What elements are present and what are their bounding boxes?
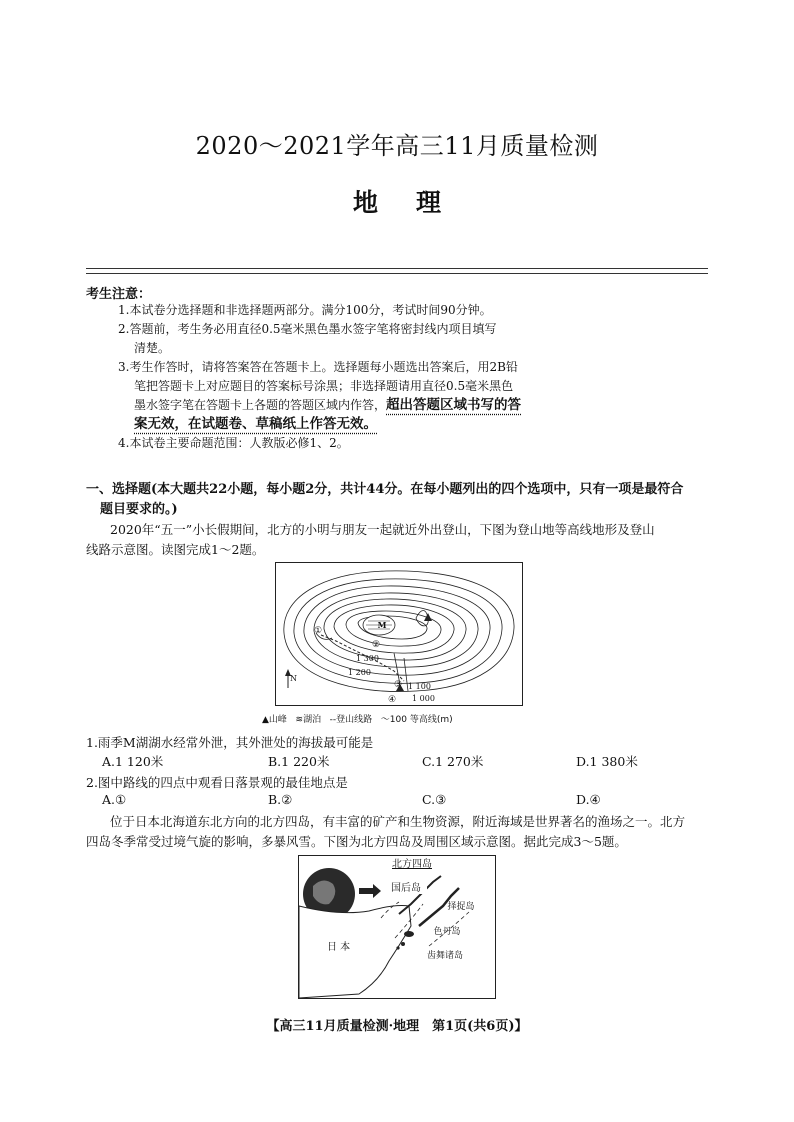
- notice-item: 笔把答题卡上对应题目的答案标号涂黑；非选择题请用直径0.5毫米黑色: [134, 379, 514, 393]
- legend-item: 湖泊: [303, 715, 322, 725]
- question-1-option: B.1 220米: [268, 754, 330, 769]
- notice-item: 3.考生作答时，请将答案答在答题卡上。选择题每小题选出答案后，用2B铅: [118, 360, 518, 374]
- route-icon: --: [329, 715, 337, 725]
- islands-map-svg: [299, 856, 495, 998]
- legend-item: ▲山峰: [262, 715, 287, 725]
- legend-item: 100 等高线(m): [389, 715, 453, 725]
- question-1-stem: 1.雨季M湖湖水经常外泄，其外泄处的海拔最可能是: [86, 735, 374, 750]
- passage-line: 2020年“五一”小长假期间，北方的小明与朋友一起就近外出登山，下图为登山地等高线地形及登山: [110, 522, 655, 537]
- point-label: ①: [314, 626, 323, 636]
- island-label: 国后岛: [391, 883, 421, 894]
- question-2-option: A.①: [102, 792, 127, 807]
- legend-item: 登山线路: [336, 715, 373, 725]
- question-2-option: D.④: [576, 792, 601, 807]
- map-title: 北方四岛: [392, 859, 432, 870]
- passage-line: 四岛冬季常受过境气旋的影响，多暴风雪。下图为北方四岛及周围区域示意图。据此完成3～5题。: [86, 834, 627, 849]
- question-1-option: C.1 270米: [422, 754, 484, 769]
- contour-label: 1 300: [356, 654, 379, 663]
- subject-title: 地理: [352, 188, 479, 217]
- lake-label: M: [377, 620, 387, 630]
- divider-line: [86, 273, 708, 274]
- passage-1: [86, 520, 708, 560]
- map-legend: [262, 712, 532, 725]
- section-line: 题目要求的。): [100, 502, 178, 517]
- notice-heading: 考生注意：: [86, 287, 152, 302]
- island-label: 色丹岛: [433, 927, 461, 937]
- section-heading: [86, 480, 708, 520]
- exam-title: 2020～2021学年高三11月质量检测: [195, 132, 599, 160]
- point-label: ④: [388, 695, 397, 705]
- contour-label: 1 100: [408, 682, 431, 691]
- question-2-option: B.②: [268, 792, 293, 807]
- question-1-option: D.1 380米: [576, 754, 638, 769]
- islands-map: [298, 855, 496, 999]
- question-1-option: A.1 120米: [102, 754, 164, 769]
- north-label: N: [290, 674, 297, 683]
- notice-item: 4.本试卷主要命题范围：人教版必修1、2。: [118, 436, 349, 450]
- passage-2: [86, 812, 708, 852]
- notice-emphasis: 案无效，在试题卷、草稿纸上作答无效。: [134, 416, 377, 432]
- notice-item: [118, 396, 598, 415]
- notice-item: 清楚。: [134, 341, 171, 355]
- passage-line: 线路示意图。读图完成1～2题。: [86, 542, 265, 557]
- passage-line: 位于日本北海道东北方向的北方四岛，有丰富的矿产和生物资源，附近海域是世界著名的渔场之一。北方: [110, 814, 686, 829]
- island-label: 齿舞诸岛: [426, 951, 464, 961]
- question-2-stem: 2.图中路线的四点中观看日落景观的最佳地点是: [86, 775, 348, 790]
- notice-emphasis: 超出答题区域书写的答: [386, 397, 522, 413]
- contour-map: [275, 562, 523, 706]
- notice-item: [118, 415, 598, 434]
- notice-text: 墨水签字笔在答题卡上各题的答题区域内作答，: [134, 398, 387, 412]
- island-icon: [404, 931, 414, 937]
- lake-icon: ≋: [295, 715, 304, 725]
- notice-item: 1.本试卷分选择题和非选择题两部分。满分100分，考试时间90分钟。: [118, 303, 492, 317]
- question-2-option: C.③: [422, 792, 447, 807]
- divider-line: [86, 268, 708, 269]
- page-footer: 【高三11月质量检测·地理 第1页(共6页)】: [266, 1019, 528, 1034]
- notice-list: [118, 301, 598, 453]
- contour-label: 1 000: [412, 694, 435, 703]
- point-label: ②: [372, 640, 381, 650]
- contour-map-svg: [276, 563, 522, 705]
- contour-label: 1 200: [348, 668, 371, 677]
- contour-icon: 〜: [380, 715, 390, 725]
- island-label: 择捉岛: [447, 902, 475, 912]
- arrow-icon: [359, 884, 381, 898]
- notice-item: 2.答题前，考生务必用直径0.5毫米黑色墨水签字笔将密封线内项目填写: [118, 322, 497, 336]
- point-label: ③: [394, 680, 403, 690]
- section-line: 一、选择题(本大题共22小题，每小题2分，共计44分。在每小题列出的四个选项中，只有一项是最符合: [86, 482, 684, 497]
- country-label: 日 本: [327, 942, 351, 953]
